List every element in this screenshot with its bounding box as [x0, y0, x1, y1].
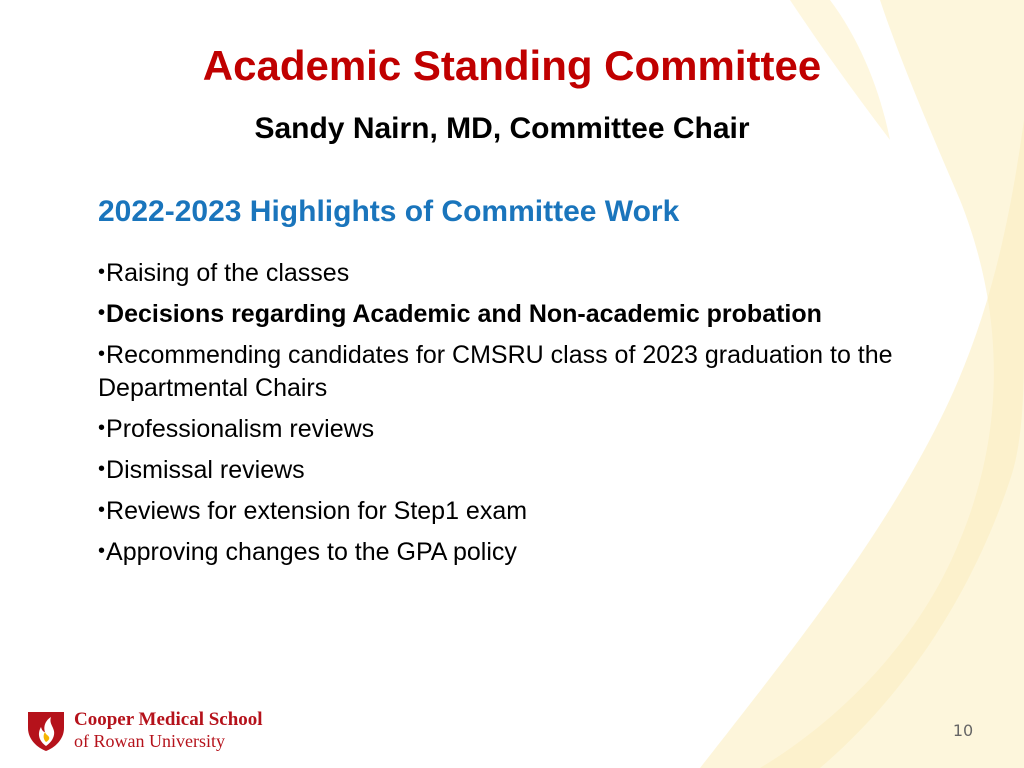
- bullet-dot: •: [98, 343, 106, 365]
- section-heading: 2022-2023 Highlights of Committee Work: [98, 195, 680, 228]
- bullet-text: Raising of the classes: [106, 259, 350, 287]
- bullet-item: [98, 453, 978, 487]
- slide-subtitle: Sandy Nairn, MD, Committee Chair: [254, 112, 750, 145]
- page-number: 10: [952, 721, 974, 740]
- bullet-text: Decisions regarding Academic and Non-academic probation: [106, 300, 822, 328]
- bullet-text: Recommending candidates for CMSRU class of 2023 graduation to the Departmental Chairs: [98, 341, 893, 402]
- bullet-dot: •: [98, 417, 106, 439]
- bullet-dot: •: [98, 499, 106, 521]
- school-logo: [26, 708, 276, 754]
- bullet-item: [98, 297, 978, 331]
- logo-school-name: Cooper Medical School: [74, 709, 263, 730]
- slide-title: Academic Standing Committee: [202, 42, 822, 89]
- flame-shield-icon: [26, 708, 66, 752]
- bullet-dot: •: [98, 302, 106, 324]
- bullet-item: [98, 535, 978, 569]
- bullet-text: Approving changes to the GPA policy: [106, 538, 517, 566]
- bullet-text: Professionalism reviews: [106, 415, 375, 443]
- bullet-dot: •: [98, 540, 106, 562]
- bullet-text: Reviews for extension for Step1 exam: [106, 497, 528, 525]
- bullet-text: Dismissal reviews: [106, 456, 305, 484]
- bullet-item: [98, 256, 978, 290]
- bullet-item: [98, 412, 978, 446]
- bullet-item: [98, 494, 978, 528]
- bullet-item: [98, 338, 978, 405]
- bullet-list: [98, 256, 978, 576]
- bullet-dot: •: [98, 261, 106, 283]
- bullet-dot: •: [98, 458, 106, 480]
- logo-university-name: of Rowan University: [74, 731, 225, 751]
